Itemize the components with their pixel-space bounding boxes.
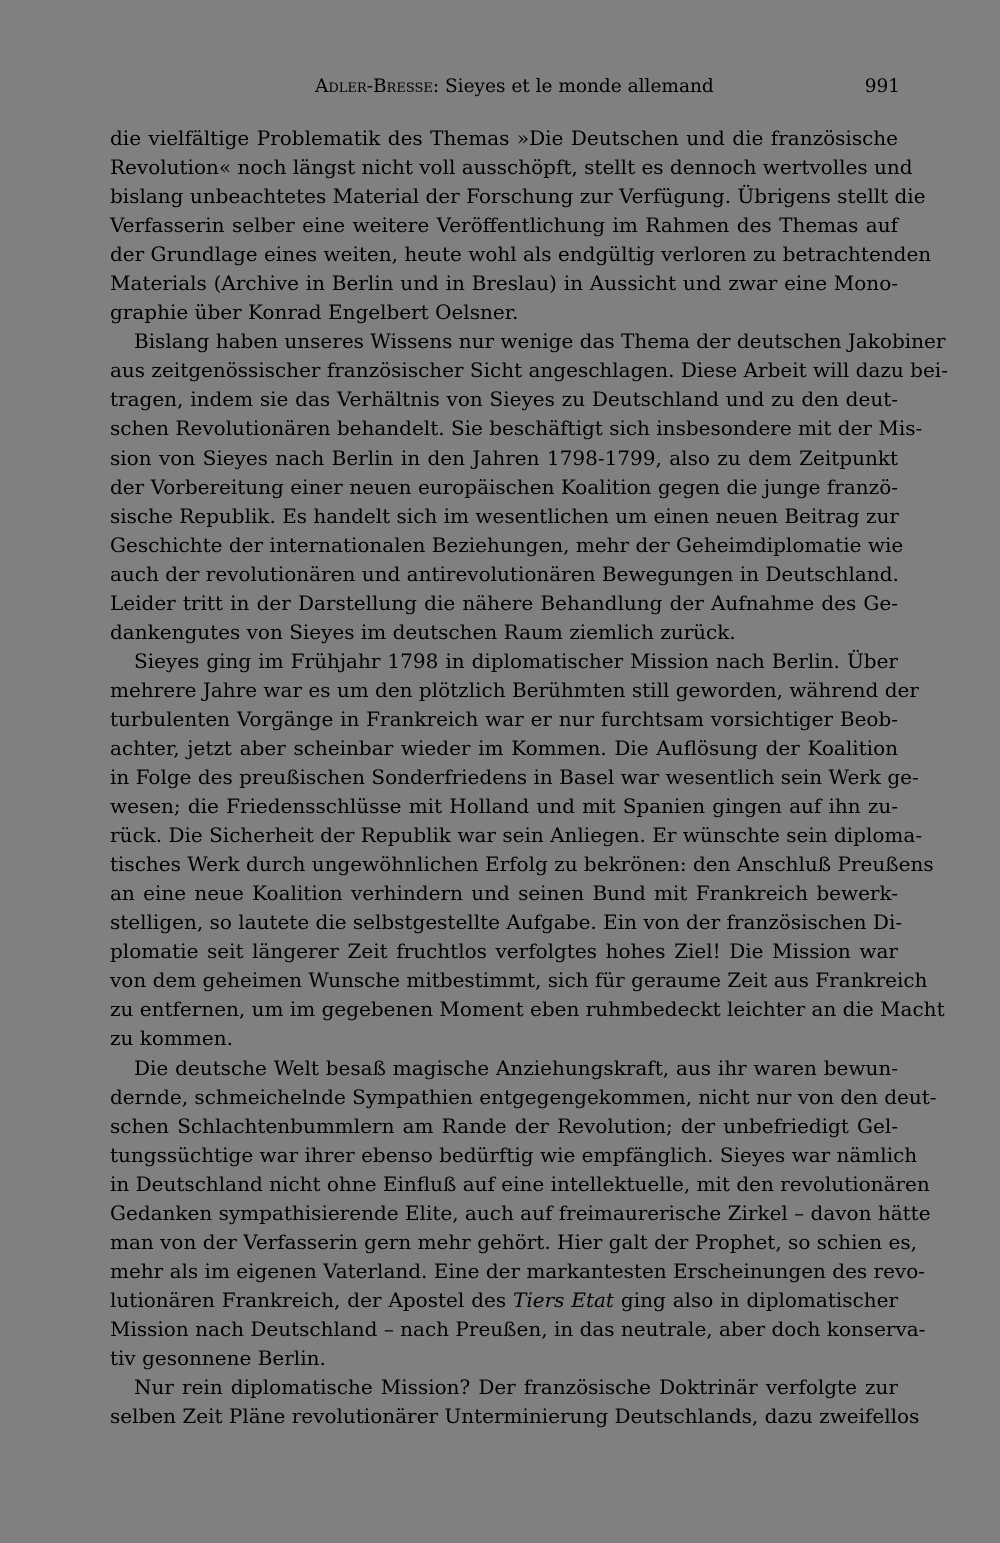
text-line: zu entfernen, um im gegebenen Moment eben ruhmbedeckt leichter an die Macht — [110, 997, 945, 1022]
paragraph — [110, 124, 932, 327]
text-line: rück. Die Sicherheit der Republik war sein Anliegen. Er wünschte sein diploma- — [110, 823, 923, 848]
text-line: wesen; die Friedensschlüsse mit Holland und mit Spanien gingen auf ihn zu- — [110, 794, 898, 819]
text-line: schen Revolutionären behandelt. Sie beschäftigt sich insbesondere mit der Mis- — [110, 416, 923, 441]
text-line: Mission nach Deutschland – nach Preußen, in das neutrale, aber doch konserva- — [110, 1316, 926, 1341]
text-line: dernde, schmeichelnde Sympathien entgegengekommen, nicht nur von den deut- — [110, 1084, 937, 1109]
text-line: bislang unbeachtetes Material der Forschung zur Verfügung. Übrigens stellt die — [110, 184, 926, 209]
text-line: selben Zeit Pläne revolutionärer Unterminierung Deutschlands, dazu zweifellos — [110, 1404, 920, 1429]
text-line: von dem geheimen Wunsche mitbestimmt, sich für geraume Zeit aus Frankreich — [110, 968, 928, 993]
text-line: man von der Verfasserin gern mehr gehört. Hier galt der Prophet, so schien es, — [110, 1229, 917, 1254]
text-line: Nur rein diplomatische Mission? Der französische Doktrinär verfolgte zur — [134, 1375, 898, 1400]
text-line: tiv gesonnene Berlin. — [110, 1345, 326, 1370]
text-line: Die deutsche Welt besaß magische Anziehungskraft, aus ihr waren bewun- — [134, 1055, 898, 1080]
text-line: der Grundlage eines weiten, heute wohl als endgültig verloren zu betrachtenden — [110, 242, 932, 267]
author-name: Adler-Bresse — [315, 76, 433, 97]
text-line: graphie über Konrad Engelbert Oelsner. — [110, 300, 519, 325]
text-line: Gedanken sympathisierende Elite, auch auf freimaurerische Zirkel – davon hätte — [110, 1200, 931, 1225]
text-line: in Deutschland nicht ohne Einfluß auf eine intellektuelle, mit den revolutionären — [110, 1171, 930, 1196]
text-line: zu kommen. — [110, 1026, 233, 1051]
text-line: Materials (Archive in Berlin und in Breslau) in Aussicht und zwar eine Mono- — [110, 271, 898, 296]
text-line: sion von Sieyes nach Berlin in den Jahren 1798-1799, also zu dem Zeitpunkt — [110, 445, 898, 470]
text-line: mehrere Jahre war es um den plötzlich Berühmten still geworden, während der — [110, 677, 919, 702]
line-text: lutionären Frankreich, der Apostel des — [110, 1287, 514, 1312]
paragraph — [110, 1373, 920, 1431]
page-number: 991 — [864, 76, 900, 97]
text-line: tragen, indem sie das Verhältnis von Sieyes zu Deutschland und zu den deut- — [110, 387, 898, 412]
text-line: Geschichte der internationalen Beziehungen, mehr der Geheimdiplomatie wie — [110, 532, 904, 557]
text-line: Sieyes ging im Frühjahr 1798 in diplomatischer Mission nach Berlin. Über — [134, 648, 898, 673]
text-line: an eine neue Koalition verhindern und seinen Bund mit Frankreich bewerk- — [110, 881, 898, 906]
text-line: schen Schlachtenbummlern am Rande der Revolution; der unbefriedigt Gel- — [110, 1113, 898, 1138]
text-line: Bislang haben unseres Wissens nur wenige das Thema der deutschen Jakobiner — [134, 329, 946, 354]
text-line: auch der revolutionären und antirevolutionären Bewegungen in Deutschland. — [110, 561, 899, 586]
text-line: tisches Werk durch ungewöhnlichen Erfolg zu bekrönen: den Anschluß Preußens — [110, 852, 934, 877]
running-head-title — [315, 72, 714, 102]
italic-phrase: Tiers Etat — [513, 1287, 614, 1312]
body-text — [110, 124, 948, 1431]
article-title: : Sieyes et le monde allemand — [432, 76, 714, 97]
text-line: mehr als im eigenen Vaterland. Eine der markantesten Erscheinungen des revo- — [110, 1258, 926, 1283]
text-line: turbulenten Vorgänge in Frankreich war er nur furchtsam vorsichtiger Beob- — [110, 706, 898, 731]
text-line: dankengutes von Sieyes im deutschen Raum ziemlich zurück. — [110, 619, 736, 644]
text-line: achter, jetzt aber scheinbar wieder im Kommen. Die Auflösung der Koalition — [110, 735, 898, 760]
paragraph — [110, 1054, 937, 1374]
text-line: in Folge des preußischen Sonderfriedens in Basel war wesentlich sein Werk ge- — [110, 765, 919, 790]
text-line: plomatie seit längerer Zeit fruchtlos verfolgtes hohes Ziel! Die Mission war — [110, 939, 898, 964]
text-line: Revolution« noch längst nicht voll ausschöpft, stellt es dennoch wertvolles und — [110, 155, 913, 180]
text-line: die vielfältige Problematik des Themas »Die Deutschen und die französische — [110, 126, 898, 150]
text-line: Leider tritt in der Darstellung die nähere Behandlung der Aufnahme des Ge- — [110, 590, 898, 615]
line-text: ging also in diplomatischer — [613, 1287, 898, 1312]
paragraph — [110, 327, 948, 647]
text-line: stelligen, so lautete die selbstgestellte Aufgabe. Ein von der französischen Di- — [110, 910, 903, 935]
text-line: der Vorbereitung einer neuen europäischen Koalition gegen die junge franzö- — [110, 474, 898, 499]
text-line — [110, 1286, 898, 1315]
paragraph — [110, 647, 945, 1054]
text-line: sische Republik. Es handelt sich im wesentlichen um einen neuen Beitrag zur — [110, 503, 899, 528]
text-line: Verfasserin selber eine weitere Veröffentlichung im Rahmen des Themas auf — [110, 213, 898, 238]
text-line: tungssüchtige war ihrer ebenso bedürftig wie empfänglich. Sieyes war nämlich — [110, 1142, 918, 1167]
running-header — [110, 72, 900, 102]
text-line: aus zeitgenössischer französischer Sicht angeschlagen. Diese Arbeit will dazu bei- — [110, 358, 948, 383]
